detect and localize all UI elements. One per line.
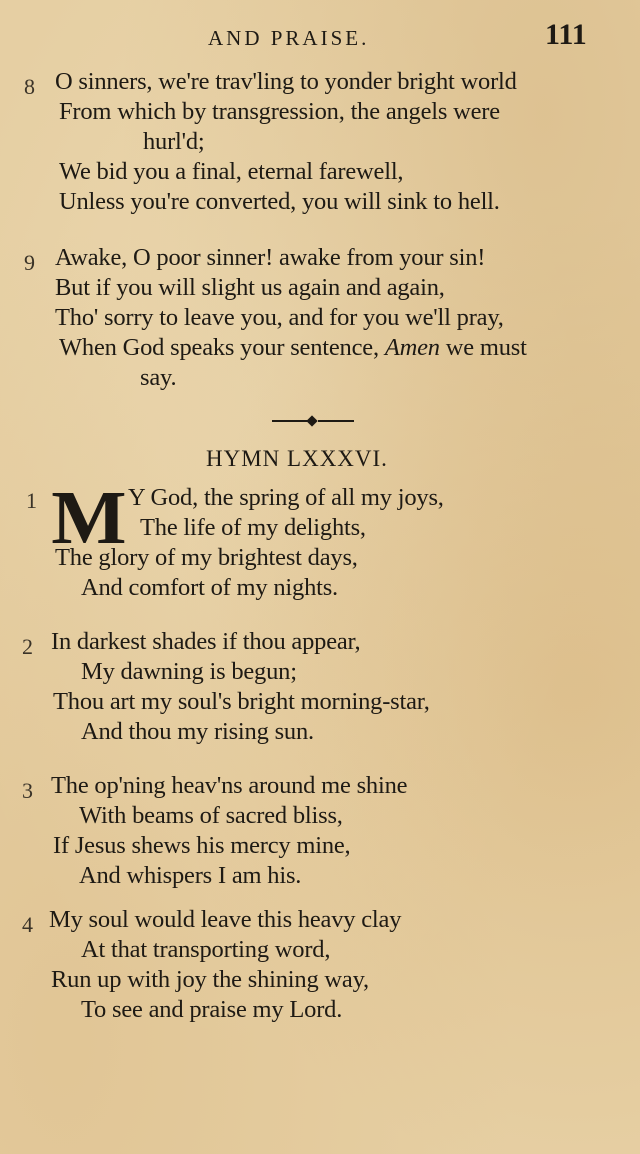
drop-cap: M <box>51 476 127 560</box>
verse-number: 8 <box>24 74 35 99</box>
verse-line: hurl'd; <box>143 128 205 155</box>
running-head: AND PRAISE. <box>208 26 370 50</box>
verse-number: 2 <box>22 634 33 659</box>
verse-line: And thou my rising sun. <box>81 718 314 745</box>
verse-line <box>59 334 527 362</box>
verse-number: 3 <box>22 778 33 803</box>
verse-number: 9 <box>24 250 35 275</box>
verse-line: The life of my delights, <box>140 514 366 541</box>
verse-line: My soul would leave this heavy clay <box>49 906 402 933</box>
verse-line: The glory of my brightest days, <box>55 544 358 571</box>
verse-line: At that transporting word, <box>81 936 331 963</box>
verse-line: Awake, O poor sinner! awake from your sin! <box>55 244 486 271</box>
verse-line: O sinners, we're trav'ling to yonder bright world <box>55 68 517 95</box>
verse-line: But if you will slight us again and again, <box>55 274 445 301</box>
page-number: 111 <box>545 18 587 51</box>
verse-line: If Jesus shews his mercy mine, <box>53 832 351 859</box>
verse-line: And whispers I am his. <box>79 862 302 889</box>
verse-line: Y God, the spring of all my joys, <box>128 484 444 511</box>
verse-line: To see and praise my Lord. <box>81 996 343 1023</box>
verse-line: Run up with joy the shining way, <box>51 966 369 993</box>
verse-line: The op'ning heav'ns around me shine <box>51 772 408 799</box>
verse-line: With beams of sacred bliss, <box>79 802 343 829</box>
verse-line: We bid you a final, eternal farewell, <box>59 158 404 185</box>
verse-line: In darkest shades if thou appear, <box>51 628 361 655</box>
verse-number: 1 <box>26 488 37 513</box>
verse-line: And comfort of my nights. <box>81 574 338 601</box>
verse-text: When God speaks your sentence, <box>59 334 379 361</box>
verse-line: say. <box>140 364 177 391</box>
verse-text: we must <box>445 334 527 361</box>
divider-ornament-icon <box>272 416 354 426</box>
verse-emphasis: Amen <box>384 334 440 361</box>
verse-line: Thou art my soul's bright morning-star, <box>53 688 430 715</box>
hymn-title: HYMN LXXXVI. <box>206 446 388 471</box>
verse-number: 4 <box>22 912 33 937</box>
verse-line: From which by transgression, the angels were <box>59 98 500 125</box>
verse-line: Tho' sorry to leave you, and for you we'll pray, <box>55 304 504 331</box>
verse-line: My dawning is begun; <box>81 658 297 685</box>
verse-line: Unless you're converted, you will sink to hell. <box>59 188 500 215</box>
